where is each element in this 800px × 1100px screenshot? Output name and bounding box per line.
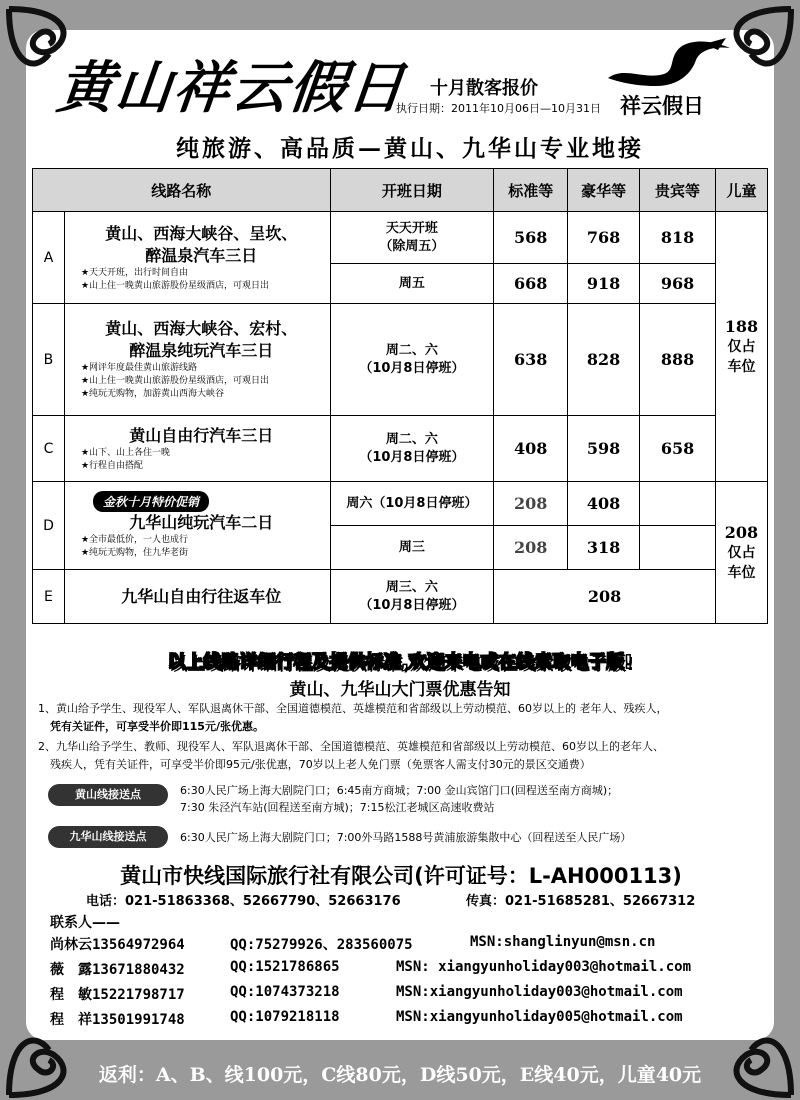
schedule-cell bbox=[330, 416, 494, 482]
contact-name: 程 敏15221798717 bbox=[50, 987, 185, 1003]
child-label: 车位 bbox=[727, 565, 756, 581]
route-note: ★山上住一晚黄山旅游股份星级酒店，可观日出 bbox=[80, 376, 270, 386]
child-price: 208 bbox=[724, 523, 759, 542]
table-row bbox=[33, 304, 768, 416]
phone: 电话：021-51863368、52667790、52663176 bbox=[86, 894, 401, 909]
schedule-text: （除周五） bbox=[379, 238, 445, 254]
price-deluxe: 828 bbox=[568, 304, 640, 416]
col-header-deluxe: 豪华等 bbox=[568, 169, 640, 212]
route-cell bbox=[64, 570, 330, 624]
contact-qq: QQ:75279926、283560075 bbox=[230, 937, 413, 953]
contact-name: 薇 露13671880432 bbox=[50, 962, 185, 978]
col-header-standard: 标准等 bbox=[494, 169, 568, 212]
route-note: ★行程自由搭配 bbox=[80, 460, 144, 471]
ticket-notice-title: 黄山、九华山大门票优惠告知 bbox=[289, 680, 511, 700]
slogan: 纯旅游、高品质—黄山、九华山专业地接 bbox=[176, 135, 644, 162]
schedule-text: 周二、六 bbox=[385, 342, 438, 358]
col-header-schedule: 开班日期 bbox=[330, 169, 494, 212]
child-price-cell bbox=[715, 482, 767, 624]
brand-title: 黄山祥云假日 bbox=[54, 55, 410, 121]
col-header-route: 线路名称 bbox=[33, 169, 331, 212]
price-vip-empty bbox=[640, 482, 716, 526]
schedule-cell: 周六（10月8日停班） bbox=[330, 482, 494, 526]
schedule-text: 周二、六 bbox=[385, 431, 438, 447]
schedule-text: 周三、六 bbox=[385, 579, 438, 595]
rule-text: 1、黄山给予学生、现役军人、军队退离休干部、全国道德模范、英雄模范和省部级以上劳动模范、60岁以上的 老年人、残疾人， bbox=[38, 702, 668, 715]
route-cell bbox=[64, 304, 330, 416]
price-standard: 208 bbox=[494, 526, 568, 570]
price-flat: 208 bbox=[494, 570, 716, 624]
route-cell bbox=[64, 212, 330, 304]
schedule-cell: 周三 bbox=[330, 526, 494, 570]
contact-qq: QQ:1521786865 bbox=[230, 959, 340, 975]
contact-msn: MSN:shanglinyun@msn.cn bbox=[470, 934, 656, 950]
table-row bbox=[33, 416, 768, 482]
route-note: ★山上住一晚黄山旅游股份星级酒店，可观日出 bbox=[80, 280, 270, 291]
table-header-row bbox=[33, 169, 768, 212]
route-note: ★天天开班，出行时间自由 bbox=[80, 267, 189, 278]
route-name: 九华山自由行往返车位 bbox=[121, 586, 282, 606]
price-vip-empty bbox=[640, 526, 716, 570]
child-price: 188 bbox=[724, 317, 759, 336]
rule-text: 凭有关证件，可享受半价即115元/张优惠。 bbox=[50, 720, 264, 733]
route-name: 黄山、西海大峡谷、呈坎、 bbox=[105, 223, 298, 243]
price-vip: 968 bbox=[640, 264, 716, 304]
ticket-rule-2 bbox=[38, 738, 768, 774]
price-table bbox=[32, 168, 768, 624]
price-deluxe: 408 bbox=[568, 482, 640, 526]
schedule-text: （10月8日停班） bbox=[359, 449, 465, 465]
contact-name: 程 祥13501991748 bbox=[50, 1012, 185, 1028]
contact-qq: QQ:1079218118 bbox=[230, 1009, 340, 1025]
rule-text: 残疾人，凭有关证件，可享受半价即95元/张优惠，70岁以上老人免门票（免票客人需支付30元的景区交通费） bbox=[50, 758, 591, 771]
col-header-child: 儿童 bbox=[715, 169, 767, 212]
huangshan-pickup-text bbox=[180, 782, 618, 816]
brand-name: 祥云假日 bbox=[620, 93, 704, 118]
info-banner: 以上线路详细行程及提供标准,欢迎来电或在线索取电子版! bbox=[167, 652, 633, 673]
promo-badge: 金秋十月特价促销 bbox=[93, 491, 209, 512]
price-standard: 638 bbox=[494, 304, 568, 416]
effective-dates: 执行日期：2011年10月06日—10月31日 bbox=[396, 102, 601, 115]
pickup-line: 7:30 朱泾汽车站(回程送至南方城)；7:15松江老城区高速收费站 bbox=[180, 801, 495, 814]
route-name: 九华山纯玩汽车二日 bbox=[129, 513, 274, 532]
rule-text: 2、九华山给予学生、教师、现役军人、军队退离休干部、全国道德模范、英雄模范和省部级以上劳动模范、60岁以上的老年人、 bbox=[38, 740, 664, 753]
route-note: ★纯玩无购物，加游黄山西海大峡谷 bbox=[80, 389, 225, 399]
route-name: 黄山自由行汽车三日 bbox=[129, 425, 274, 445]
contact-name: 尚林云13564972964 bbox=[50, 937, 185, 953]
fax: 传真：021-51685281、52667312 bbox=[466, 894, 696, 909]
child-label: 仅占 bbox=[727, 339, 756, 355]
price-subtitle: 十月散客报价 bbox=[430, 78, 538, 99]
swan-logo-icon bbox=[604, 36, 734, 90]
jiuhua-pickup-text: 6:30人民广场上海大剧院门口；7:00外马路1588号黄浦旅游集散中心（回程送至人民广场） bbox=[180, 831, 632, 844]
price-vip: 818 bbox=[640, 212, 716, 264]
route-code: E bbox=[33, 570, 65, 624]
company-name: 黄山市快线国际旅行社有限公司(许可证号：L-AH000113) bbox=[120, 864, 682, 888]
schedule-cell bbox=[330, 212, 494, 264]
price-standard: 568 bbox=[494, 212, 568, 264]
price-standard: 408 bbox=[494, 416, 568, 482]
contacts-title: 联系人—— bbox=[50, 915, 120, 931]
contact-msn: MSN:xiangyunholiday003@hotmail.com bbox=[396, 984, 683, 1000]
route-cell bbox=[64, 482, 330, 570]
huangshan-pickup-badge: 黄山线接送点 bbox=[48, 784, 168, 806]
table-row bbox=[33, 570, 768, 624]
schedule-cell bbox=[330, 570, 494, 624]
route-code: D bbox=[33, 482, 65, 570]
jiuhua-pickup-badge: 九华山线接送点 bbox=[48, 826, 168, 848]
price-standard: 668 bbox=[494, 264, 568, 304]
col-header-vip: 贵宾等 bbox=[640, 169, 716, 212]
route-note: ★网评年度最佳黄山旅游线路 bbox=[80, 363, 198, 373]
price-vip: 658 bbox=[640, 416, 716, 482]
price-deluxe: 318 bbox=[568, 526, 640, 570]
price-standard: 208 bbox=[494, 482, 568, 526]
ticket-rule-1 bbox=[38, 700, 768, 736]
child-label: 车位 bbox=[727, 359, 756, 375]
route-name: 醉温泉汽车三日 bbox=[145, 245, 258, 265]
price-deluxe: 918 bbox=[568, 264, 640, 304]
schedule-cell bbox=[330, 304, 494, 416]
contact-msn: MSN:xiangyunholiday005@hotmail.com bbox=[396, 1009, 683, 1025]
schedule-text: （10月8日停班） bbox=[359, 597, 465, 613]
route-note: ★山下、山上各住一晚 bbox=[80, 447, 171, 458]
schedule-text: （10月8日停班） bbox=[359, 360, 465, 376]
table-row bbox=[33, 212, 768, 264]
price-deluxe: 598 bbox=[568, 416, 640, 482]
route-name: 黄山、西海大峡谷、宏村、 bbox=[105, 319, 298, 338]
table-row bbox=[33, 482, 768, 526]
route-note: ★纯玩无购物，住九华老街 bbox=[80, 548, 189, 558]
route-code: B bbox=[33, 304, 65, 416]
route-note: ★全市最低价，一人也成行 bbox=[80, 535, 189, 545]
child-label: 仅占 bbox=[727, 545, 756, 561]
price-vip: 888 bbox=[640, 304, 716, 416]
contact-msn: MSN: xiangyunholiday003@hotmail.com bbox=[396, 959, 692, 975]
pickup-line: 6:30人民广场上海大剧院门口；6:45南方商城；7:00 金山宾馆门口(回程送至南方商城)； bbox=[180, 784, 619, 797]
price-deluxe: 768 bbox=[568, 212, 640, 264]
route-cell bbox=[64, 416, 330, 482]
route-code: A bbox=[33, 212, 65, 304]
rebate-footer: 返利：A、B、线100元，C线80元，D线50元，E线40元，儿童40元 bbox=[98, 1064, 702, 1086]
route-name: 醉温泉纯玩汽车三日 bbox=[129, 341, 274, 360]
route-code: C bbox=[33, 416, 65, 482]
schedule-cell: 周五 bbox=[330, 264, 494, 304]
contact-qq: QQ:1074373218 bbox=[230, 984, 340, 1000]
child-price-cell bbox=[715, 212, 767, 482]
schedule-text: 天天开班 bbox=[385, 220, 438, 236]
